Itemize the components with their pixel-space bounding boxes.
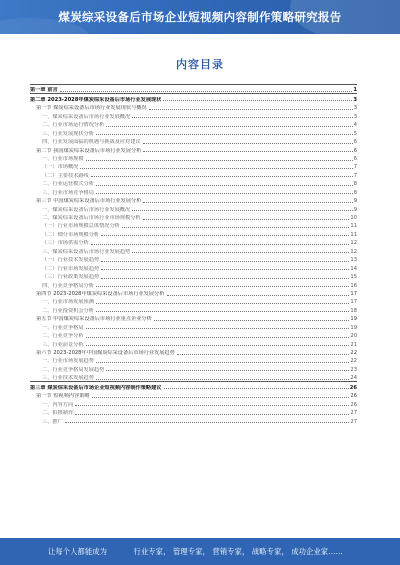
toc-entry-page: 17 [350,299,357,306]
toc-dot-leader [96,286,350,287]
toc-dot-leader [92,397,350,398]
toc-dot-leader [75,405,349,406]
toc-entry[interactable] [30,111,357,119]
toc-entry-label: 二、行业运营模式分析 [42,181,94,188]
toc-entry-label: 二、行业投资机会分析 [42,307,94,314]
toc-entry-page: 7 [353,172,357,179]
toc-dot-leader [86,345,350,346]
toc-entry[interactable] [30,322,357,330]
toc-dot-leader [143,151,352,152]
toc-dot-leader [143,202,352,203]
toc-entry-label: （一）行业技术发展趋势 [42,257,100,264]
toc-entry[interactable] [30,145,357,153]
toc-entry[interactable] [30,187,357,195]
toc-entry-label: （三）市场供需分析 [42,240,89,247]
toc-entry-label: 三、行业市场竞争格局 [42,189,94,196]
toc-dot-leader [132,252,349,253]
toc-entry-page: 11 [350,223,357,230]
toc-entry-page: 22 [350,350,357,356]
toc-entry-label: （二）主要技术路线 [42,172,89,179]
toc-entry[interactable] [30,154,357,162]
toc-entry-label: 二、行业竞争分析 [42,333,84,340]
toc-dot-leader [101,235,349,236]
toc-dot-leader [96,303,350,304]
toc-entry-label: 三、行业前景分析 [42,341,84,348]
toc-entry-label: 一、行业市场规模 [42,155,84,162]
toc-entry-page: 5 [353,130,357,137]
toc-entry[interactable] [30,170,357,178]
toc-entry[interactable] [30,213,357,221]
toc-entry-label: 第一节 短视频内容策略 [36,393,90,400]
toc-dot-leader [164,388,349,389]
toc-entry[interactable] [30,297,357,305]
toc-entry[interactable] [30,137,357,145]
toc-entry-label: 第三节 中国煤炭综采设备后市场行业发展分析 [36,198,142,205]
toc-entry-page: 24 [350,375,357,382]
toc-heading: 内容目录 [176,58,224,71]
page-header-banner [0,0,400,34]
toc-entry-label: 四、行业发展面临的机遇与挑战及应对建议 [42,139,141,146]
toc-entry-page: 6 [353,147,357,154]
toc-dot-leader [122,227,350,228]
toc-entry-label: （二）行业市场发展趋势 [42,265,100,272]
toc-dot-leader [167,295,350,296]
toc-entry-label: 第二章 2023-2028年煤炭综采设备后市场行业发展现状 [30,96,162,103]
toc-entry[interactable] [30,381,357,390]
toc-entry-label: 第一章 前言 [30,87,58,94]
toc-entry-page: 27 [350,418,357,425]
toc-entry-page: 14 [350,265,357,272]
toc-entry-page: 22 [350,358,357,365]
toc-entry-label: 一、煤炭综采设备后市场行业发展概况 [42,206,131,213]
footer-role: 行业专家 [133,547,164,556]
toc-entry-page: 7 [353,164,357,171]
toc-dot-leader [60,91,353,92]
footer-role: 营销专家 [212,547,243,556]
toc-entry-label: 四、行业竞争格局分析 [42,282,94,289]
toc-entry-label: 一、内容方向 [42,401,74,408]
toc-entry[interactable] [30,314,357,322]
toc-entry-page: 26 [349,384,357,391]
toc-entry-label: 三、行业技术发展趋势 [42,375,94,382]
toc-dot-leader [96,193,353,194]
toc-entry[interactable] [30,84,357,93]
toc-entry[interactable] [30,162,357,170]
toc-entry[interactable] [30,348,357,356]
toc-entry-label: 三、煤炭综采设备后市场行业发展趋势 [42,248,131,255]
toc-entry-label: 二、行业市场运行情况分析 [42,122,105,129]
toc-entry-page: 10 [350,215,357,221]
toc-entry-page: 3 [353,113,357,120]
toc-entry-label: 第二节 我国煤炭综采设备后市场行业发展分析 [36,147,142,154]
toc-entry[interactable] [30,263,357,271]
toc-entry-label: （一）行业市场规模总体情况分析 [42,223,120,230]
toc-entry-page: 9 [353,198,357,205]
toc-entry-label: （一）市场概况 [42,164,79,171]
toc-dot-leader [96,379,350,380]
toc-entry[interactable] [30,391,357,399]
toc-entry-label: 第五节 中国煤炭综采设备后市场行业重点企业分析 [36,316,152,323]
toc-entry-page: 13 [350,257,357,264]
toc-entry[interactable] [30,255,357,263]
toc-entry-page: 11 [350,231,357,238]
toc-entry-page: 18 [350,307,357,314]
toc-dot-leader [101,269,349,270]
toc-entry-label: 第六节 2023-2028年中国煤炭综采设备后市场行业发展趋势 [36,350,175,356]
toc-entry[interactable] [30,331,357,339]
toc-entry[interactable] [30,399,357,407]
toc-dot-leader [96,362,350,363]
toc-entry-page: 8 [353,189,357,196]
toc-entry-label: 第三章 煤炭综采设备后市场企业短视频内容制作策略建议 [30,384,162,391]
toc-entry[interactable] [30,128,357,136]
toc-entry[interactable] [30,305,357,313]
toc-dot-leader [149,109,353,110]
toc-entry-page: 6 [353,139,357,146]
toc-entry-page: 19 [350,324,357,331]
toc-dot-leader [101,261,349,262]
toc-entry-page: 21 [350,341,357,348]
toc-entry[interactable] [30,356,357,364]
toc-entry-page: 12 [350,240,357,247]
toc-entry-page: 19 [350,316,357,323]
toc-entry-label: 二、行业竞争格局发展趋势 [42,366,105,373]
toc-entry[interactable] [30,289,357,297]
toc-entry-label: 二、拍摄制作 [42,410,74,417]
toc-entry[interactable] [30,280,357,288]
toc-entry-label: 一、行业竞争格局 [42,324,84,331]
toc-entry[interactable] [30,120,357,128]
page-footer-banner [0,538,400,565]
table-of-contents [30,84,357,425]
toc-entry[interactable] [30,238,357,246]
toc-dot-leader [96,134,353,135]
footer-lead-text: 让每个人都能成为 [48,547,108,556]
toc-entry-page: 3 [353,105,357,112]
toc-dot-leader [91,176,353,177]
toc-entry-page: 15 [350,274,357,281]
toc-entry-label: 一、行业市场发展预测 [42,299,94,306]
toc-entry-page: 23 [350,366,357,373]
toc-entry-page: 3 [353,96,357,103]
toc-dot-leader [132,117,352,118]
toc-dot-leader [75,414,349,415]
toc-entry[interactable] [30,373,357,381]
footer-role: 管理专家 [173,547,203,556]
toc-entry[interactable] [30,416,357,424]
toc-entry-page: 26 [350,393,357,400]
toc-dot-leader [65,422,350,423]
toc-entry[interactable] [30,103,357,111]
toc-dot-leader [106,126,352,127]
toc-dot-leader [86,328,350,329]
footer-role: 成功企业家…… [291,547,344,556]
toc-entry-page: 4 [353,122,357,129]
toc-entry-page: 1 [353,87,357,94]
toc-dot-leader [106,370,349,371]
toc-dot-leader [96,185,353,186]
toc-entry[interactable] [30,221,357,229]
toc-entry-page: 8 [353,181,357,188]
toc-entry[interactable] [30,93,357,102]
toc-dot-leader [101,278,349,279]
toc-entry-label: 三、行业发展现状分析 [42,130,94,137]
toc-entry-label: 二、煤炭综采设备后市场行业市场规模分析 [42,215,141,221]
toc-dot-leader [143,143,353,144]
toc-entry-page: 27 [350,410,357,417]
toc-entry-page: 16 [350,282,357,289]
toc-entry-page: 12 [350,248,357,255]
toc-entry[interactable] [30,246,357,254]
toc-entry[interactable] [30,339,357,347]
toc-entry-label: （二）细分市场规模分析 [42,231,100,238]
toc-entry-label: 第四节 2023-2028年煤炭综采设备后市场行业发展分析 [36,290,165,297]
toc-entry-label: 三、推广 [42,418,63,425]
footer-slogan: 让每个人都能成为 行业专家， 管理专家， 营销专家， 战略专家， 成功企业家…… [48,547,344,556]
toc-entry-label: 一、行业市场发展趋势 [42,358,94,365]
toc-entry[interactable] [30,204,357,212]
toc-entry-label: （三）行业政策发展趋势 [42,274,100,281]
toc-dot-leader [86,160,353,161]
toc-dot-leader [177,354,350,355]
toc-dot-leader [132,210,352,211]
toc-dot-leader [163,100,352,101]
report-title: 煤炭综采设备后市场企业短视频内容制作策略研究报告 [58,10,342,24]
toc-entry-page: 20 [350,333,357,340]
toc-dot-leader [86,337,350,338]
toc-entry-label: 第一节 煤炭综采设备后市场行业发展现状与概况 [36,105,147,112]
toc-entry-page: 6 [353,155,357,162]
toc-entry[interactable] [30,272,357,280]
toc-entry[interactable] [30,364,357,372]
toc-entry-page: 9 [353,206,357,213]
toc-dot-leader [96,311,350,312]
toc-entry[interactable] [30,408,357,416]
toc-dot-leader [91,244,350,245]
toc-entry[interactable] [30,196,357,204]
toc-entry-page: 26 [350,401,357,408]
toc-dot-leader [80,168,352,169]
toc-entry-page: 17 [350,290,357,297]
toc-entry-label: 一、煤炭综采设备后市场行业发展概况 [42,113,131,120]
toc-dot-leader [143,219,350,220]
toc-entry[interactable] [30,179,357,187]
footer-role: 战略专家 [251,547,282,556]
toc-entry[interactable] [30,229,357,237]
toc-dot-leader [154,320,350,321]
